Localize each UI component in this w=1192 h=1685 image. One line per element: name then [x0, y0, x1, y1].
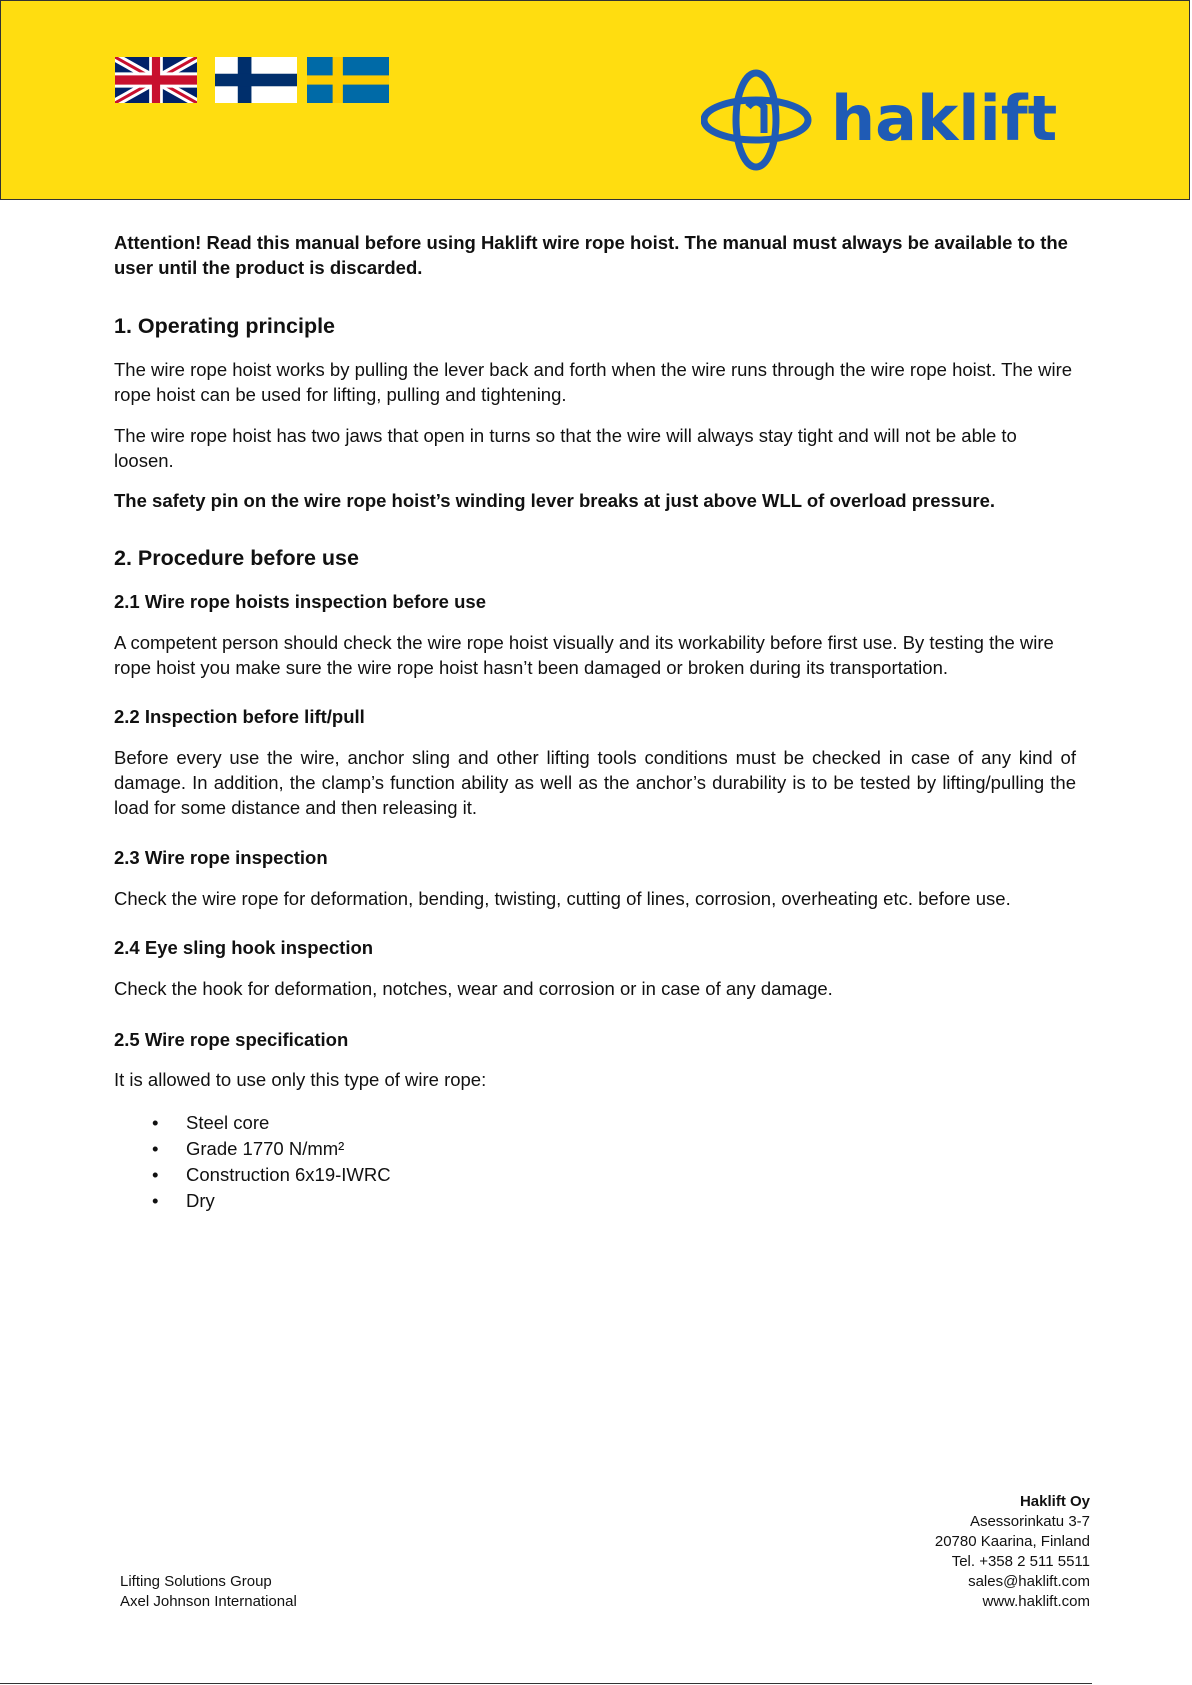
section23-text: Check the wire rope for deformation, bending, twisting, cutting of lines, corrosion, overheating etc. before use.	[114, 888, 1011, 909]
section21-title: 2.1 Wire rope hoists inspection before use	[114, 591, 486, 612]
footer-group-name: Lifting Solutions Group	[120, 1573, 272, 1590]
section1-safety-note: The safety pin on the wire rope hoist’s winding lever breaks at just above WLL of overload pressure.	[114, 490, 996, 511]
section23-title: 2.3 Wire rope inspection	[114, 847, 328, 868]
section1-paragraph-2: The wire rope hoist has two jaws that open in turns so that the wire will always stay tight and will not be able to loosen.	[114, 425, 1017, 471]
header-banner	[0, 0, 1190, 200]
footer-city: 20780 Kaarina, Finland	[934, 1533, 1090, 1550]
logo-text: haklift	[831, 82, 1058, 155]
haklift-logo	[701, 67, 1091, 173]
bullet-icon: •	[152, 1164, 159, 1185]
section24-text: Check the hook for deformation, notches, wear and corrosion or in case of any damage.	[114, 978, 833, 999]
footer-contact	[935, 1492, 1090, 1612]
section1-title: 1. Operating principle	[114, 314, 336, 338]
sweden-flag-icon[interactable]	[307, 57, 389, 103]
finland-flag-icon[interactable]	[215, 57, 297, 103]
footer-website[interactable]: www.haklift.com	[982, 1593, 1090, 1610]
footer-divider	[0, 1683, 1092, 1684]
bullet-icon: •	[152, 1138, 159, 1159]
section24-title: 2.4 Eye sling hook inspection	[114, 937, 374, 958]
section1-paragraph-1: The wire rope hoist works by pulling the lever back and forth when the wire runs through the wire rope hoist. The wire rope hoist can be used for lifting, pulling and tightening.	[114, 359, 1073, 405]
list-item: • Steel core	[114, 1110, 391, 1136]
bullet-icon: •	[152, 1112, 159, 1133]
footer-phone: Tel. +358 2 511 5511	[951, 1553, 1090, 1570]
footer-street: Asessorinkatu 3-7	[969, 1513, 1090, 1530]
footer-company-name: Haklift Oy	[1019, 1493, 1090, 1510]
section25-title: 2.5 Wire rope specification	[114, 1029, 349, 1050]
section22-text: Before every use the wire, anchor sling and other lifting tools conditions must be checked in case of any kind of damage. In addition, the clamp’s function ability as well as the anchor’s durability is to be tested by lifting/pulling the load for some distance and then releasing it.	[114, 747, 1076, 818]
wire-rope-spec-list	[114, 1110, 391, 1214]
section22-title: 2.2 Inspection before lift/pull	[114, 706, 365, 727]
attention-notice: Attention! Read this manual before using Haklift wire rope hoist. The manual must always be available to the user until the product is discarded.	[114, 232, 1068, 278]
list-item: • Dry	[114, 1188, 391, 1214]
list-item: • Grade 1770 N/mm²	[114, 1136, 391, 1162]
list-item: • Construction 6x19-IWRC	[114, 1162, 391, 1188]
footer-parent-company: Axel Johnson International	[120, 1593, 297, 1610]
section21-text: A competent person should check the wire rope hoist visually and its workability before first use. By testing the wire rope hoist you make sure the wire rope hoist hasn’t been damaged or broken during its transportation.	[114, 632, 1054, 678]
footer-group-info	[120, 1572, 297, 1612]
section2-title: 2. Procedure before use	[114, 546, 359, 570]
bullet-icon: •	[152, 1190, 159, 1211]
uk-flag-icon[interactable]	[115, 57, 197, 103]
footer-email[interactable]: sales@haklift.com	[968, 1573, 1090, 1590]
section25-text: It is allowed to use only this type of wire rope:	[114, 1069, 487, 1090]
